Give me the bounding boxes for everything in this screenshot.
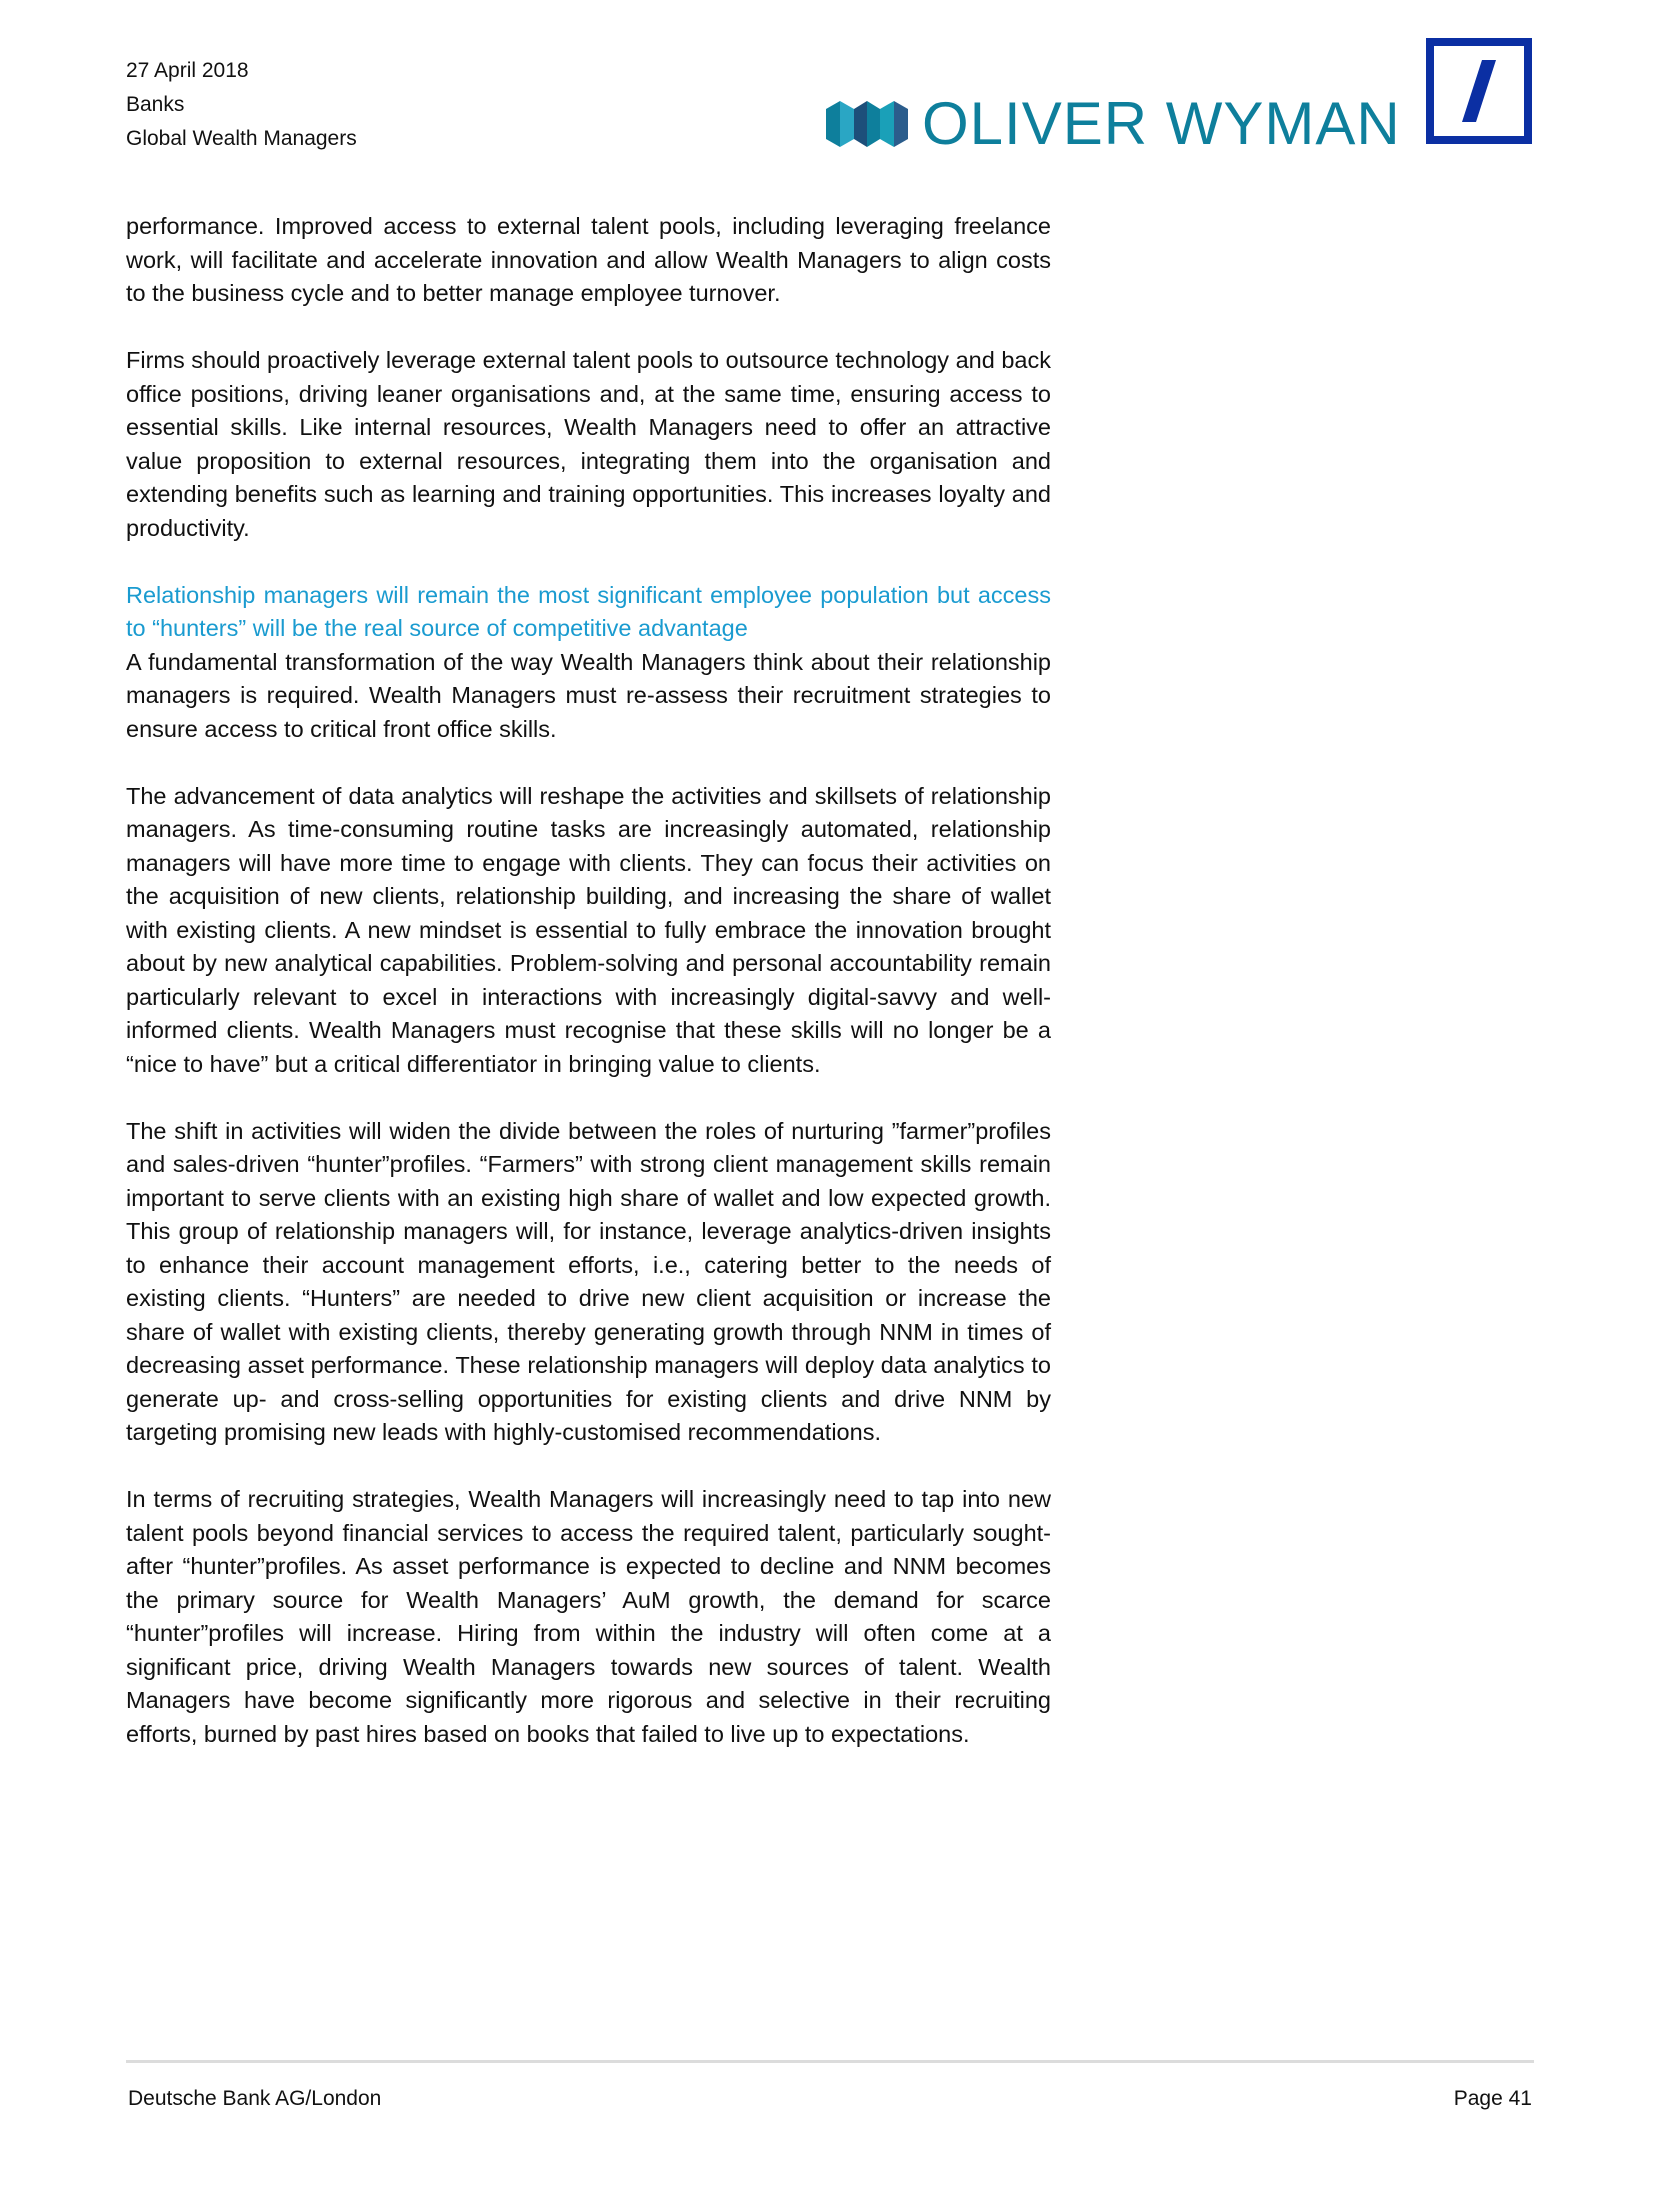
oliver-wyman-mark-icon [826,99,908,149]
paragraph-2: Firms should proactively leverage external talent pools to outsource technology and back office positions, driving leaner organisations and, at the same time, ensuring access to essential skills. Like internal resources, Wealth Managers need to offer an attractive value proposition to external resources, integrating them into the organisation and extending benefits such as learning and training opportunities. This increases loyalty and productivity. [126,347,1051,541]
paragraph-4: The advancement of data analytics will reshape the activities and skillsets of relationship managers. As time-consuming routine tasks are increasingly automated, relationship managers will have more time to engage with clients. They can focus their activities on the acquisition of new clients, relationship building, and increasing the share of wallet with existing clients. A new mindset is essential to fully embrace the innovation brought about by new analytical capabilities. Problem-solving and personal accountability remain particularly relevant to excel in interactions with increasingly digital-savvy and well-informed clients. Wealth Managers must recognise that these skills will no longer be a “nice to have” but a critical differentiator in bringing value to clients. [126,782,1051,1077]
paragraph-6: In terms of recruiting strategies, Wealth Managers will increasingly need to tap into new talent pools beyond financial services to access the required talent, particularly sought-after “hunter”profiles. As asset performance is expected to decline and NNM becomes the primary source for Wealth Managers’ AuM growth, the demand for scarce “hunter”profiles will increase. Hiring from within the industry will often come at a significant price, driving Wealth Managers towards new sources of talent. Wealth Managers have become significantly more rigorous and selective in their recruiting efforts, burned by past hires based on books that failed to live up to expectations. [126,1486,1051,1747]
paragraph-5: The shift in activities will widen the divide between the roles of nurturing ”farmer”profiles and sales-driven “hunter”profiles. “Farmers” with strong client management skills remain important to serve clients with an existing high share of wallet and low expected growth. This group of relationship managers will, for instance, leverage analytics-driven insights to enhance their account management efforts, i.e., catering better to the needs of existing clients. “Hunters” are needed to drive new client acquisition or increase the share of wallet with existing clients, thereby generating growth through NNM in times of decreasing asset performance. These relationship managers will deploy data analytics to generate up- and cross-selling opportunities for existing clients and drive NNM by targeting promising new leads with highly-customised recommendations. [126,1117,1051,1445]
paragraph-1: performance. Improved access to external talent pools, including leveraging freelance work, will facilitate and accelerate innovation and allow Wealth Managers to align costs to the business cycle and to better manage employee turnover. [126,213,1051,306]
footer-divider [126,2060,1534,2063]
report-section: Banks [126,93,185,116]
deutsche-bank-logo-icon [1426,38,1532,144]
section-subheading: Relationship managers will remain the most significant employee population but access to “hunters” will be the real source of competitive advantage [126,581,1051,641]
report-date: 27 April 2018 [126,59,249,82]
oliver-wyman-wordmark: OLIVER WYMAN [922,90,1401,157]
page-number: Page 41 [1453,2087,1532,2110]
article-body [126,210,1051,1785]
paragraph-3: A fundamental transformation of the way Wealth Managers think about their relationship managers is required. Wealth Managers must re-assess their recruitment strategies to ensure access to critical front office skills. [126,648,1051,742]
header-meta [126,54,357,156]
footer-publisher: Deutsche Bank AG/London [128,2087,382,2110]
oliver-wyman-logo [826,90,1401,157]
report-title: Global Wealth Managers [126,127,357,150]
